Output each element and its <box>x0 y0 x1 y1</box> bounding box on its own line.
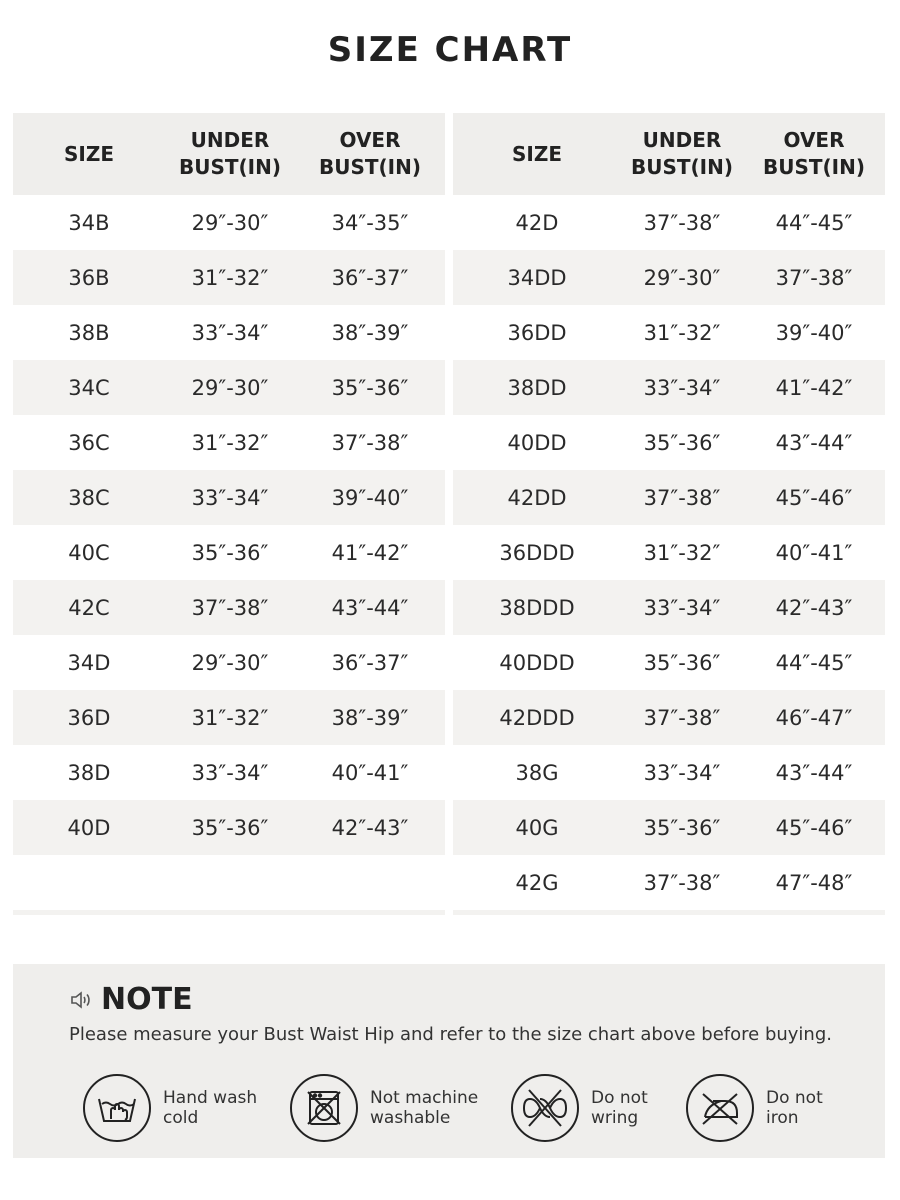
header-under-line1: UNDER <box>642 128 722 152</box>
under-bust-cell: 29″-30″ <box>643 265 721 290</box>
under-bust-cell: 33″-34″ <box>191 320 269 345</box>
over-bust-cell: 44″-45″ <box>775 650 853 675</box>
under-bust-cell: 31″-32″ <box>191 430 269 455</box>
size-table-left <box>13 113 445 915</box>
size-cell: 40C <box>68 540 110 565</box>
size-table-right <box>453 113 885 915</box>
header-size: SIZE <box>63 141 114 166</box>
under-bust-cell: 31″-32″ <box>191 265 269 290</box>
page-title: SIZE CHART <box>327 30 573 70</box>
over-bust-cell: 45″-46″ <box>775 485 853 510</box>
table-row <box>13 470 445 525</box>
table-row <box>453 745 885 800</box>
size-cell: 42G <box>515 870 559 895</box>
over-bust-cell: 42″-43″ <box>331 815 409 840</box>
table-row <box>13 195 445 250</box>
under-bust-cell: 31″-32″ <box>643 320 721 345</box>
table-footer-bar <box>13 910 445 915</box>
size-cell: 36DDD <box>499 540 575 565</box>
under-bust-cell: 35″-36″ <box>191 815 269 840</box>
over-bust-cell: 41″-42″ <box>331 540 409 565</box>
under-bust-cell: 35″-36″ <box>643 650 721 675</box>
size-cell: 42DD <box>507 485 567 510</box>
header-over-line1: OVER <box>339 128 401 152</box>
note-text: Please measure your Bust Waist Hip and refer to the size chart above before buying. <box>69 1024 832 1045</box>
table-header <box>453 113 885 195</box>
size-cell: 38G <box>515 760 559 785</box>
over-bust-cell: 39″-40″ <box>775 320 853 345</box>
care-label: Do not wring <box>591 1088 648 1128</box>
table-row <box>453 360 885 415</box>
header-over-line2: BUST(IN) <box>763 155 865 179</box>
table-row <box>13 635 445 690</box>
size-cell: 36D <box>67 705 111 730</box>
header-under-line1: UNDER <box>190 128 270 152</box>
under-bust-cell: 35″-36″ <box>643 815 721 840</box>
table-row <box>453 195 885 250</box>
table-row <box>13 580 445 635</box>
header-under-bust <box>621 127 743 181</box>
over-bust-cell: 46″-47″ <box>775 705 853 730</box>
table-row <box>453 635 885 690</box>
table-row <box>13 690 445 745</box>
size-cell: 40DD <box>507 430 567 455</box>
over-bust-cell: 38″-39″ <box>331 320 409 345</box>
under-bust-cell: 33″-34″ <box>643 375 721 400</box>
table-row <box>453 250 885 305</box>
no-machine-wash-icon <box>301 1085 347 1131</box>
table-row <box>453 800 885 855</box>
note-title: NOTE <box>101 982 193 1017</box>
under-bust-cell: 37″-38″ <box>191 595 269 620</box>
table-row <box>453 690 885 745</box>
over-bust-cell: 40″-41″ <box>775 540 853 565</box>
under-bust-cell: 29″-30″ <box>191 375 269 400</box>
table-row <box>453 415 885 470</box>
size-cell: 38C <box>68 485 110 510</box>
table-body <box>13 195 445 910</box>
over-bust-cell: 39″-40″ <box>331 485 409 510</box>
care-label: Do not iron <box>766 1088 823 1128</box>
table-row <box>13 525 445 580</box>
size-cell: 34DD <box>507 265 567 290</box>
under-bust-cell: 29″-30″ <box>191 650 269 675</box>
over-bust-cell: 34″-35″ <box>331 210 409 235</box>
under-bust-cell: 31″-32″ <box>191 705 269 730</box>
over-bust-cell: 42″-43″ <box>775 595 853 620</box>
under-bust-cell: 31″-32″ <box>643 540 721 565</box>
care-item-hand-wash <box>83 1074 257 1142</box>
over-bust-cell: 44″-45″ <box>775 210 853 235</box>
no-iron-icon <box>697 1085 743 1131</box>
table-row <box>453 525 885 580</box>
table-row <box>453 305 885 360</box>
care-item-no-iron <box>686 1074 823 1142</box>
over-bust-cell: 43″-44″ <box>775 430 853 455</box>
size-cell: 38DDD <box>499 595 575 620</box>
header-size: SIZE <box>511 141 562 166</box>
table-row <box>453 580 885 635</box>
over-bust-cell: 37″-38″ <box>775 265 853 290</box>
care-item-no-wring <box>511 1074 648 1142</box>
note-heading <box>69 982 193 1017</box>
over-bust-cell: 41″-42″ <box>775 375 853 400</box>
table-row <box>453 855 885 910</box>
over-bust-cell: 47″-48″ <box>775 870 853 895</box>
over-bust-cell: 36″-37″ <box>331 650 409 675</box>
header-under-line2: BUST(IN) <box>631 155 733 179</box>
size-cell: 42DDD <box>499 705 575 730</box>
size-cell: 42C <box>68 595 110 620</box>
table-body <box>453 195 885 910</box>
header-over-line1: OVER <box>783 128 845 152</box>
table-row <box>13 800 445 855</box>
table-row <box>13 415 445 470</box>
under-bust-cell: 29″-30″ <box>191 210 269 235</box>
table-footer-bar <box>453 910 885 915</box>
under-bust-cell: 33″-34″ <box>643 595 721 620</box>
under-bust-cell: 33″-34″ <box>643 760 721 785</box>
table-row <box>13 305 445 360</box>
under-bust-cell: 35″-36″ <box>191 540 269 565</box>
under-bust-cell: 37″-38″ <box>643 210 721 235</box>
header-under-line2: BUST(IN) <box>179 155 281 179</box>
table-row <box>13 745 445 800</box>
over-bust-cell: 37″-38″ <box>331 430 409 455</box>
under-bust-cell: 33″-34″ <box>191 485 269 510</box>
size-cell: 42D <box>515 210 559 235</box>
header-over-bust <box>743 127 885 181</box>
over-bust-cell: 40″-41″ <box>331 760 409 785</box>
under-bust-cell: 35″-36″ <box>643 430 721 455</box>
under-bust-cell: 37″-38″ <box>643 870 721 895</box>
size-cell: 40G <box>515 815 559 840</box>
header-under-bust <box>165 127 295 181</box>
note-panel <box>13 964 885 1158</box>
care-label: Hand wash cold <box>163 1088 258 1128</box>
table-row <box>13 855 445 910</box>
size-cell: 34D <box>67 650 111 675</box>
over-bust-cell: 45″-46″ <box>775 815 853 840</box>
size-cell: 38B <box>68 320 110 345</box>
size-cell: 34B <box>68 210 110 235</box>
size-cell: 38DD <box>507 375 567 400</box>
under-bust-cell: 37″-38″ <box>643 485 721 510</box>
size-cell: 40DDD <box>499 650 575 675</box>
size-cell: 34C <box>68 375 110 400</box>
no-wring-icon <box>520 1085 570 1131</box>
size-cell: 36C <box>68 430 110 455</box>
header-over-line2: BUST(IN) <box>319 155 421 179</box>
over-bust-cell: 35″-36″ <box>331 375 409 400</box>
size-cell: 36B <box>68 265 110 290</box>
over-bust-cell: 38″-39″ <box>331 705 409 730</box>
header-over-bust <box>295 127 445 181</box>
size-cell: 38D <box>67 760 111 785</box>
table-row <box>13 360 445 415</box>
over-bust-cell: 36″-37″ <box>331 265 409 290</box>
table-row <box>453 470 885 525</box>
size-cell: 40D <box>67 815 111 840</box>
under-bust-cell: 37″-38″ <box>643 705 721 730</box>
over-bust-cell: 43″-44″ <box>331 595 409 620</box>
hand-wash-icon <box>94 1085 140 1131</box>
size-cell: 36DD <box>507 320 567 345</box>
over-bust-cell: 43″-44″ <box>775 760 853 785</box>
speaker-icon <box>69 988 93 1012</box>
care-item-no-machine-wash <box>290 1074 478 1142</box>
table-row <box>13 250 445 305</box>
table-header <box>13 113 445 195</box>
care-label: Not machine washable <box>370 1088 479 1128</box>
under-bust-cell: 33″-34″ <box>191 760 269 785</box>
